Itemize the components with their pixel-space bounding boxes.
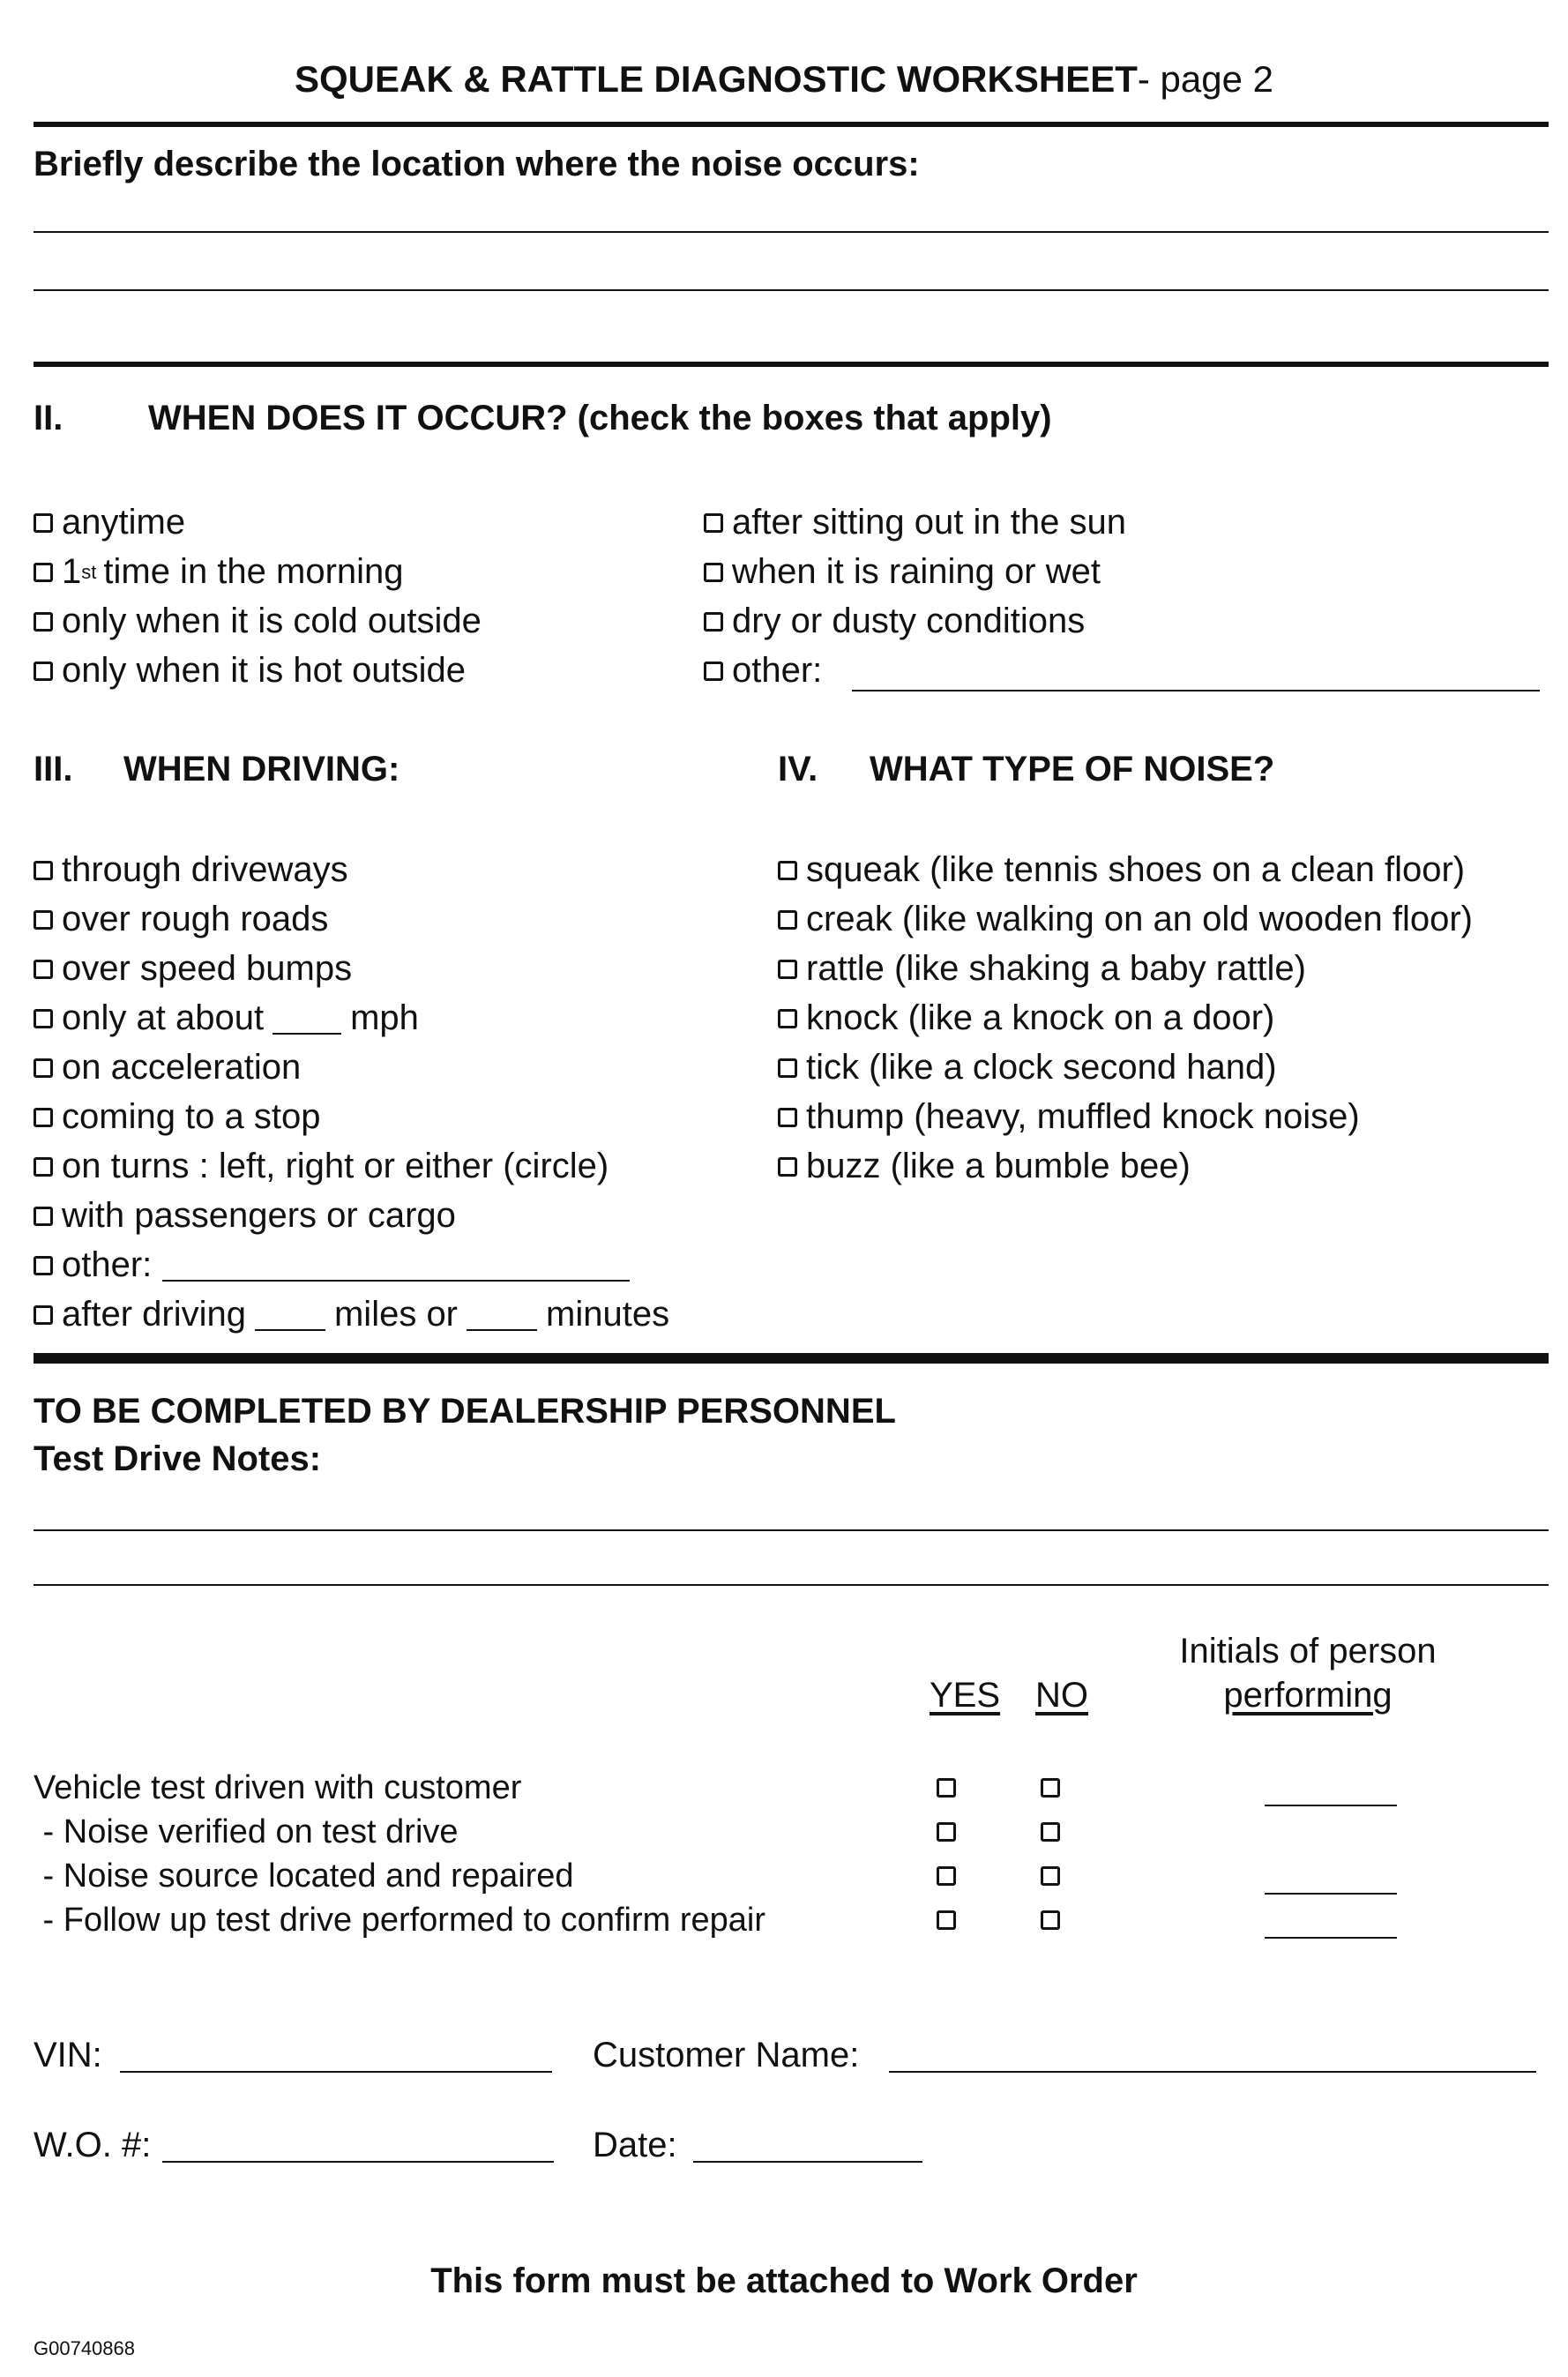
checkbox-icon[interactable] (778, 1058, 797, 1078)
date-field[interactable] (693, 2161, 922, 2163)
customer-name-field[interactable] (889, 2071, 1536, 2073)
row-follow-up: - Follow up test drive performed to confirm repair (34, 1902, 765, 1939)
yes-checkbox-row3[interactable] (937, 1866, 956, 1886)
checkbox-knock[interactable]: knock (like a knock on a door) (778, 998, 1274, 1038)
checkbox-buzz[interactable]: buzz (like a bumble bee) (778, 1147, 1191, 1186)
worksheet-title (0, 58, 1568, 101)
checkbox-icon[interactable] (778, 1108, 797, 1127)
dealer-rule (34, 1353, 1549, 1364)
no-checkbox-row3[interactable] (1041, 1866, 1060, 1886)
checkbox-only-at-mph[interactable]: only at about mph (34, 998, 419, 1038)
other-when-blank[interactable] (852, 690, 1540, 691)
section3-numeral: III. (34, 750, 73, 789)
checkbox-on-turns[interactable]: on turns : left, right or either (circle) (34, 1147, 609, 1186)
section-rule-2 (34, 362, 1549, 367)
minutes-blank[interactable] (467, 1299, 537, 1331)
mph-blank[interactable] (273, 1003, 341, 1035)
notes-line-2[interactable] (34, 1584, 1549, 1586)
checkbox-after-driving[interactable]: after driving miles or minutes (34, 1295, 669, 1334)
checkbox-icon[interactable] (704, 563, 723, 582)
checkbox-icon[interactable] (704, 513, 723, 533)
checkbox-other-when[interactable]: other: (704, 651, 822, 691)
checkbox-coming-to-stop[interactable]: coming to a stop (34, 1097, 321, 1137)
date-label: Date: (593, 2126, 677, 2164)
no-checkbox-row4[interactable] (1041, 1910, 1060, 1930)
yes-checkbox-row1[interactable] (937, 1778, 956, 1798)
checkbox-anytime[interactable]: anytime (34, 503, 185, 542)
checkbox-icon[interactable] (34, 1108, 53, 1127)
checkbox-icon[interactable] (34, 513, 53, 533)
checkbox-icon[interactable] (34, 1207, 53, 1226)
checkbox-cold[interactable]: only when it is cold outside (34, 602, 482, 641)
checkbox-icon[interactable] (778, 861, 797, 880)
checkbox-rain[interactable]: when it is raining or wet (704, 552, 1101, 592)
checkbox-creak[interactable]: creak (like walking on an old wooden floor) (778, 900, 1473, 939)
section4-heading: WHAT TYPE OF NOISE? (870, 750, 1275, 789)
location-prompt: Briefly describe the location where the noise occurs: (34, 145, 920, 183)
checkbox-passengers[interactable]: with passengers or cargo (34, 1196, 456, 1236)
checkbox-icon[interactable] (704, 662, 723, 681)
location-line-2[interactable] (34, 289, 1549, 291)
checkbox-icon[interactable] (34, 1305, 53, 1325)
checkbox-sun[interactable]: after sitting out in the sun (704, 503, 1126, 542)
location-line-1[interactable] (34, 231, 1549, 233)
checkbox-rattle[interactable]: rattle (like shaking a baby rattle) (778, 949, 1306, 989)
top-rule (34, 122, 1549, 127)
checkbox-icon[interactable] (778, 910, 797, 930)
dealer-heading: TO BE COMPLETED BY DEALERSHIP PERSONNEL (34, 1392, 896, 1431)
checkbox-icon[interactable] (34, 1009, 53, 1028)
section2-heading: WHEN DOES IT OCCUR? (check the boxes that apply) (148, 399, 1052, 437)
wo-field[interactable] (162, 2161, 554, 2163)
checkbox-first-morning[interactable]: 1 st time in the morning (34, 552, 404, 592)
yes-checkbox-row2[interactable] (937, 1822, 956, 1842)
col-initials-2: performing (1223, 1676, 1393, 1715)
form-code: G00740868 (34, 2337, 135, 2359)
col-no: NO (1035, 1676, 1088, 1715)
checkbox-icon[interactable] (704, 612, 723, 632)
checkbox-acceleration[interactable]: on acceleration (34, 1048, 301, 1088)
no-checkbox-row2[interactable] (1041, 1822, 1060, 1842)
checkbox-other-driving[interactable]: other: (34, 1245, 630, 1285)
attach-notice: This form must be attached to Work Order (430, 2261, 1138, 2300)
checkbox-tick[interactable]: tick (like a clock second hand) (778, 1048, 1277, 1088)
test-drive-notes-label: Test Drive Notes: (34, 1439, 322, 1478)
section3-heading: WHEN DRIVING: (123, 750, 400, 789)
row-noise-verified: - Noise verified on test drive (34, 1813, 459, 1850)
initials-blank-row3[interactable] (1265, 1893, 1397, 1895)
initials-blank-row4[interactable] (1265, 1937, 1397, 1939)
checkbox-icon[interactable] (34, 1058, 53, 1078)
checkbox-icon[interactable] (34, 563, 53, 582)
col-initials-1: Initials of person (1179, 1632, 1437, 1671)
other-driving-blank[interactable] (162, 1250, 630, 1282)
checkbox-icon[interactable] (778, 1157, 797, 1177)
checkbox-icon[interactable] (778, 960, 797, 979)
checkbox-icon[interactable] (34, 861, 53, 880)
checkbox-icon[interactable] (34, 1256, 53, 1275)
checkbox-thump[interactable]: thump (heavy, muffled knock noise) (778, 1097, 1360, 1137)
row-noise-repaired: - Noise source located and repaired (34, 1857, 574, 1895)
yes-checkbox-row4[interactable] (937, 1910, 956, 1930)
wo-label: W.O. #: (34, 2126, 152, 2164)
miles-blank[interactable] (255, 1299, 325, 1331)
vin-field[interactable] (120, 2071, 552, 2073)
checkbox-icon[interactable] (778, 1009, 797, 1028)
no-checkbox-row1[interactable] (1041, 1778, 1060, 1798)
section2-numeral: II. (34, 399, 63, 437)
checkbox-speed-bumps[interactable]: over speed bumps (34, 949, 352, 989)
row-test-driven: Vehicle test driven with customer (34, 1769, 522, 1806)
checkbox-squeak[interactable]: squeak (like tennis shoes on a clean floor) (778, 850, 1465, 890)
section4-numeral: IV. (778, 750, 818, 789)
title-bold-text: SQUEAK & RATTLE DIAGNOSTIC WORKSHEET (294, 58, 1138, 100)
checkbox-icon[interactable] (34, 662, 53, 681)
checkbox-dusty[interactable]: dry or dusty conditions (704, 602, 1085, 641)
checkbox-hot[interactable]: only when it is hot outside (34, 651, 466, 691)
checkbox-driveways[interactable]: through driveways (34, 850, 348, 890)
customer-name-label: Customer Name: (593, 2036, 860, 2074)
checkbox-rough-roads[interactable]: over rough roads (34, 900, 328, 939)
col-yes: YES (930, 1676, 1001, 1715)
initials-blank-row1[interactable] (1265, 1805, 1397, 1806)
checkbox-icon[interactable] (34, 960, 53, 979)
title-page-text: - page 2 (1137, 58, 1273, 100)
checkbox-icon[interactable] (34, 1157, 53, 1177)
vin-label: VIN: (34, 2036, 102, 2074)
checkbox-icon[interactable] (34, 910, 53, 930)
notes-line-1[interactable] (34, 1529, 1549, 1531)
checkbox-icon[interactable] (34, 612, 53, 632)
